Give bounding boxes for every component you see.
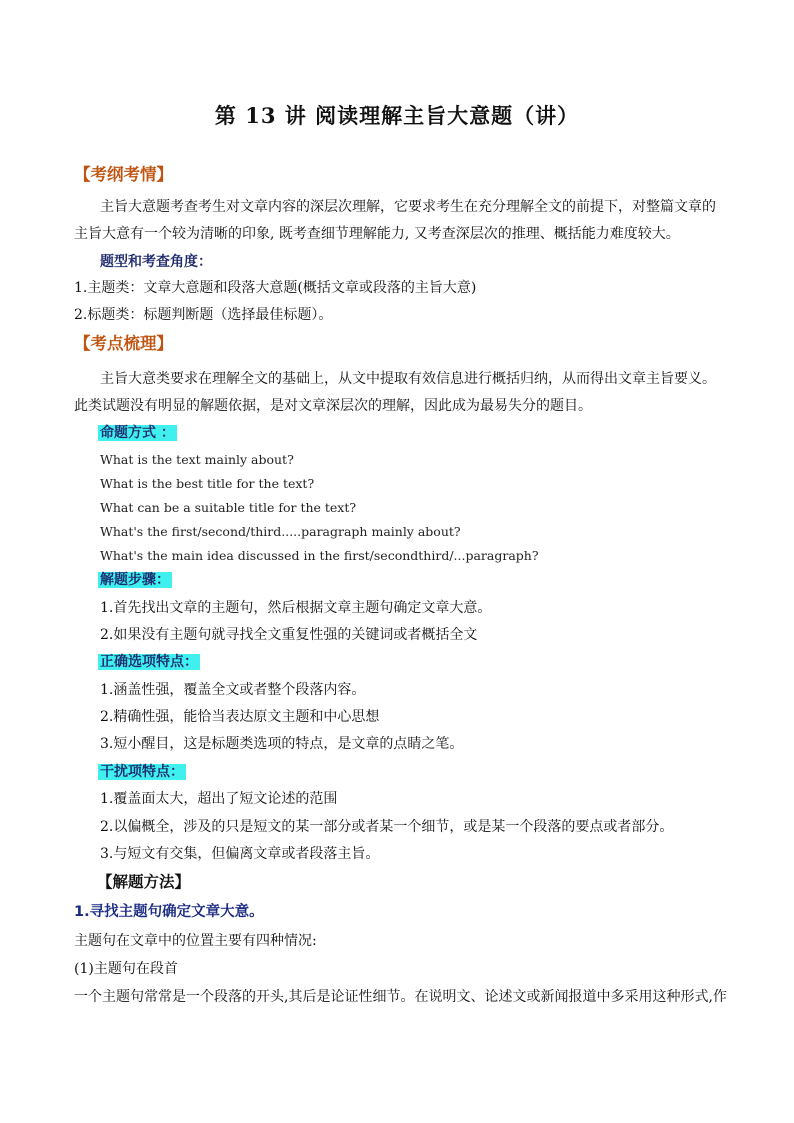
correct-item-3: 3.短小醒目，这是标题类选项的特点，是文章的点睛之笔。 [100, 736, 464, 752]
steps-label-row [98, 570, 172, 590]
distract-item-2: 2.以偏概全，涉及的只是短文的某一部分或者某一个细节，或是某一个段落的要点或者部分。 [100, 819, 674, 835]
correct-item-1: 1.涵盖性强，覆盖全文或者整个段落内容。 [100, 682, 366, 698]
kaodian-paragraph-line-1: 主旨大意类要求在理解全文的基础上，从文中提取有效信息进行概括归纳，从而得出文章主旨要义。 [100, 371, 716, 387]
correct-label-row [98, 652, 200, 672]
distract-label: 干扰项特点： [100, 764, 184, 780]
question-3: What can be a suitable title for the text? [100, 500, 357, 515]
distract-item-1: 1.覆盖面太大，超出了短文论述的范围 [100, 791, 338, 807]
fangfa-line-2: (1)主题句在段首 [74, 961, 178, 977]
angle-item-1: 1.主题类：文章大意题和段落大意题(概括文章或段落的主旨大意) [74, 280, 477, 296]
page-title: 第 13 讲 阅读理解主旨大意题（讲） [214, 103, 580, 128]
kaodian-paragraph-line-2: 此类试题没有明显的解题依据，是对文章深层次的理解，因此成为最易失分的题目。 [74, 398, 592, 414]
mingti-label: 命题方式 ： [100, 425, 175, 441]
question-5: What's the main idea discussed in the first/secondthird/...paragraph? [100, 548, 539, 563]
section-heading-kaogang: 【考纲考情】 [74, 165, 173, 184]
distract-item-3: 3.与短文有交集，但偏离文章或者段落主旨。 [100, 846, 380, 862]
question-2: What is the best title for the text? [100, 476, 315, 491]
fangfa-line-3: 一个主题句常常是一个段落的开头,其后是论证性细节。在说明文、论述文或新闻报道中多采用这种形式,作 [74, 989, 727, 1005]
question-4: What's the first/second/third.....paragraph mainly about? [100, 524, 461, 539]
section-heading-fangfa: 【解题方法】 [97, 873, 191, 891]
fangfa-line-1: 主题句在文章中的位置主要有四种情况: [74, 933, 317, 949]
kaogang-paragraph-line-2: 主旨大意有一个较为清晰的印象, 既考查细节理解能力, 又考查深层次的推理、概括能力难度较大。 [74, 226, 680, 242]
correct-label: 正确选项特点： [100, 654, 198, 670]
question-1: What is the text mainly about? [100, 452, 294, 467]
kaogang-paragraph-line-1: 主旨大意题考查考生对文章内容的深层次理解，它要求考生在充分理解全文的前提下，对整篇文章的 [100, 199, 716, 215]
step-2: 2.如果没有主题句就寻找全文重复性强的关键词或者概括全文 [100, 627, 478, 643]
angle-label: 题型和考查角度： [100, 254, 212, 270]
mingti-label-row [98, 423, 177, 443]
steps-label: 解题步骤： [100, 572, 170, 588]
section-heading-kaodian: 【考点梳理】 [74, 334, 173, 353]
fangfa-heading-1: 1.寻找主题句确定文章大意。 [74, 904, 264, 920]
distract-label-row [98, 762, 186, 782]
correct-item-2: 2.精确性强，能恰当表达原文主题和中心思想 [100, 709, 380, 725]
step-1: 1.首先找出文章的主题句，然后根据文章主题句确定文章大意。 [100, 600, 492, 616]
angle-item-2: 2.标题类：标题判断题（选择最佳标题）。 [74, 307, 333, 323]
